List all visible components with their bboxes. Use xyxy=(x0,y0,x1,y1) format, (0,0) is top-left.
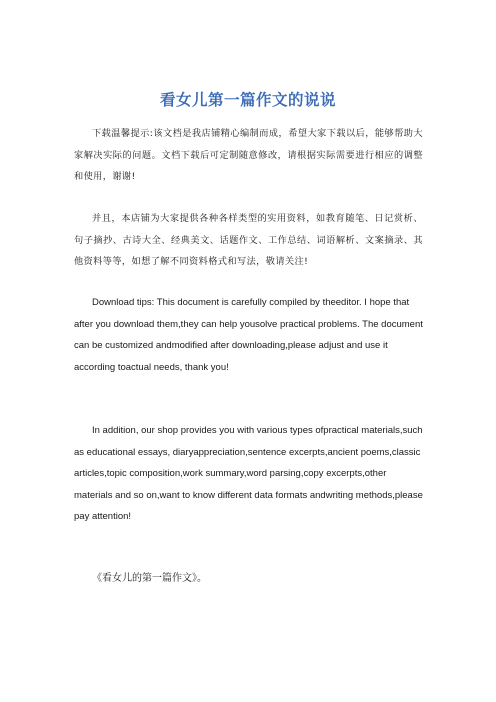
article-title: 《看女儿的第一篇作文》。 xyxy=(92,573,207,584)
resource-intro-paragraph-en: In addition, our shop provides you with various types ofpractical materials,such as educational essays, diaryappreciation,sentence excerpts,ancient poems,classic articles,topic composition,work summary,word parsing,copy excerpts,other materials and so on,want to know different data formats andwriting methods,please pay attention! xyxy=(74,425,423,522)
document-title: 看女儿第一篇作文的说说 xyxy=(159,91,336,109)
download-tip-paragraph-cn: 下载温馨提示:该文档是我店铺精心编制而成，希望大家下载以后，能够帮助大家解决实际的问题。文档下载后可定制随意修改，请根据实际需要进行相应的调整和使用，谢谢! xyxy=(74,128,423,182)
resource-intro-paragraph-cn: 并且，本店铺为大家提供各种各样类型的实用资料，如教育随笔、日记赏析、句子摘抄、古诗大全、经典美文、话题作文、工作总结、词语解析、文案摘录、其他资料等等，如想了解不同资料格式和写法，敬请关注! xyxy=(74,213,423,267)
download-tip-paragraph-en: Download tips: This document is carefully compiled by theeditor. I hope that after you download them,they can help yousolve practical problems. The document can be customized andmodified after downloading,please adjust and use it according toactual needs, thank you! xyxy=(74,297,423,373)
